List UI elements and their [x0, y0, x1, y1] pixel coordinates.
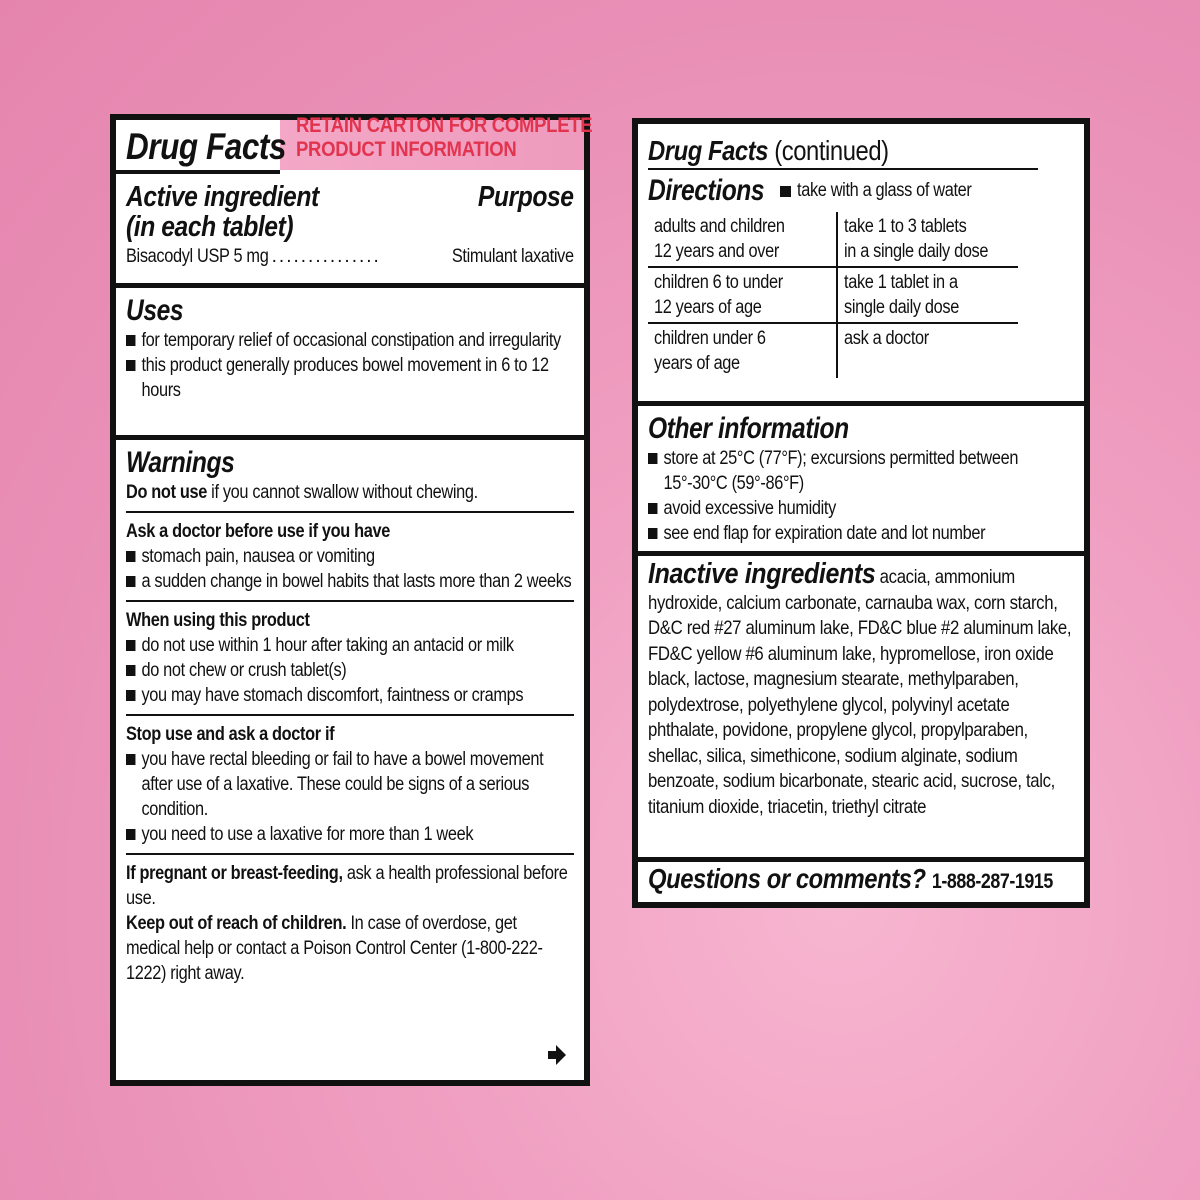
list-item: do not use within 1 hour after taking an antacid or milk [126, 633, 573, 658]
active-ingredient-subheading: (in each tablet) [126, 211, 294, 243]
purpose-heading: Purpose [478, 181, 574, 213]
drug-facts-title: Drug Facts [126, 126, 287, 167]
ingredient-name: Bisacodyl USP 5 mg [126, 246, 269, 267]
drug-facts-continued-title: Drug Facts (continued) [648, 135, 889, 166]
square-bullet-icon [648, 503, 657, 514]
square-bullet-icon [126, 576, 135, 587]
questions-heading: Questions or comments? 1-888-287-1915 [648, 863, 1053, 894]
list-item: do not chew or crush tablet(s) [126, 658, 573, 683]
leader-dots: ............... [271, 246, 381, 267]
active-ingredient-section [116, 176, 584, 288]
square-bullet-icon [126, 665, 135, 676]
warnings-section [116, 440, 584, 1080]
ask-doctor-heading: Ask a doctor before use if you have [126, 521, 391, 542]
arrow-right-icon [546, 1044, 568, 1066]
square-bullet-icon [780, 186, 791, 197]
directions-section [638, 124, 1084, 406]
do-not-use: Do not use if you cannot swallow without chewing. [126, 482, 478, 503]
drug-facts-panel-left [110, 114, 593, 1086]
inactive-ingredients-heading: Inactive ingredients [648, 558, 876, 590]
phone-number: 1-888-287-1915 [931, 870, 1053, 893]
active-ingredient-heading: Active ingredient [126, 181, 319, 213]
inactive-ingredients-section [638, 556, 1084, 862]
other-information-heading: Other information [648, 412, 849, 445]
square-bullet-icon [648, 528, 657, 539]
list-item: store at 25°C (77°F); excursions permitted between 15°-30°C (59°-86°F) [648, 446, 1073, 496]
stop-use-heading: Stop use and ask a doctor if [126, 724, 335, 745]
list-item: you have rectal bleeding or fail to have a bowel movement after use of a laxative. These could be signs of a serious condition. [126, 747, 573, 822]
square-bullet-icon [126, 754, 135, 765]
square-bullet-icon [126, 690, 135, 701]
square-bullet-icon [126, 640, 135, 651]
directions-table [648, 212, 1018, 378]
drug-facts-panel-right [632, 118, 1090, 908]
directions-intro: take with a glass of water [797, 180, 972, 201]
table-row: children under 6 years of age ask a doctor [648, 323, 1018, 378]
list-item: a sudden change in bowel habits that lasts more than 2 weeks [126, 569, 573, 594]
ingredient-purpose: Stimulant laxative [452, 246, 574, 267]
list-item: see end flap for expiration date and lot number [648, 521, 1073, 546]
retain-line-1: RETAIN CARTON FOR COMPLETE [296, 114, 593, 137]
retain-carton-notice [296, 114, 592, 162]
inactive-ingredients-list: acacia, ammonium hydroxide, calcium carbonate, carnauba wax, corn starch, D&C red #27 aluminum lake, FD&C blue #2 aluminum lake, FD&C yellow #6 aluminum lake, hypromellose, iron oxide black, lactose, magnesium stearate, methylparaben, polydextrose, polyethylene glycol, polyvinyl acetate phthalate, povidone, propylene glycol, propylparaben, shellac, silica, simethicone, sodium alginate, sodium benzoate, sodium bicarbonate, stearic acid, sucrose, talc, titanium dioxide, triacetin, triethyl citrate [648, 566, 1072, 818]
directions-heading: Directions [648, 174, 765, 207]
list-item: avoid excessive humidity [648, 496, 1073, 521]
list-item: stomach pain, nausea or vomiting [126, 544, 573, 569]
pregnant-warning: If pregnant or breast-feeding, ask a health professional before use. [126, 863, 568, 909]
retain-line-2: PRODUCT INFORMATION [296, 138, 517, 161]
other-information-section [638, 406, 1084, 556]
uses-section [116, 288, 584, 440]
drug-facts-header [116, 114, 593, 176]
list-item: this product generally produces bowel movement in 6 to 12 hours [126, 353, 573, 403]
list-item: for temporary relief of occasional constipation and irregularity [126, 328, 573, 353]
table-row: children 6 to under 12 years of age take 1 tablet in a single daily dose [648, 267, 1018, 323]
table-row: adults and children 12 years and over take 1 to 3 tablets in a single daily dose [648, 212, 1018, 267]
square-bullet-icon [126, 360, 135, 371]
uses-heading: Uses [126, 294, 184, 327]
warnings-heading: Warnings [126, 446, 235, 479]
square-bullet-icon [648, 453, 657, 464]
square-bullet-icon [126, 551, 135, 562]
list-item: you need to use a laxative for more than 1 week [126, 822, 573, 847]
when-using-heading: When using this product [126, 610, 310, 631]
square-bullet-icon [126, 335, 135, 346]
questions-section [638, 862, 1084, 902]
list-item: you may have stomach discomfort, faintness or cramps [126, 683, 573, 708]
keep-out-of-reach: Keep out of reach of children. In case of overdose, get medical help or contact a Poison Control Center (1-800-222-1222) right away. [126, 913, 543, 984]
square-bullet-icon [126, 829, 135, 840]
